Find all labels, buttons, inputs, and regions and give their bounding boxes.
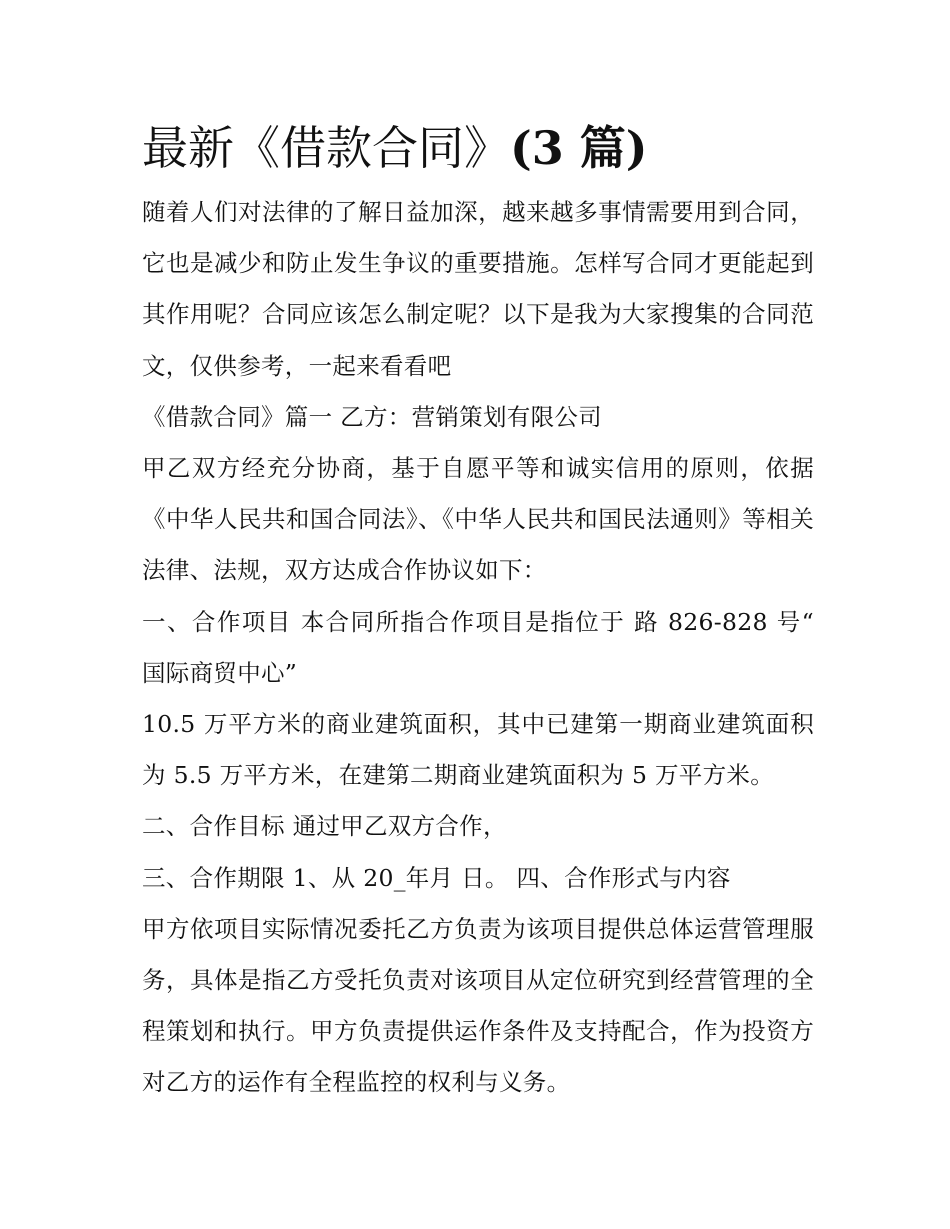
agreement-basis-paragraph: 甲乙双方经充分协商，基于自愿平等和诚实信用的原则，依据《中华人民共和国合同法》、《中华人民共和国民法通则》等相关法律、法规，双方达成合作协议如下：	[142, 454, 814, 585]
clause-cooperation-term: 三、合作期限 1、从 20_年月 日。 四、合作形式与内容	[142, 863, 731, 892]
section-heading-party: 《借款合同》篇一 乙方：营销策划有限公司	[142, 402, 602, 431]
clause-cooperation-goal: 二、合作目标 通过甲乙双方合作，	[142, 812, 507, 841]
clause-cooperation-project: 一、合作项目 本合同所指合作项目是指位于 路 826-828 号“ 国际商贸中心”	[142, 607, 814, 687]
document-body	[142, 115, 814, 1109]
title-count: (3 篇)	[510, 121, 648, 175]
building-area-paragraph: 10.5 万平方米的商业建筑面积，其中已建第一期商业建筑面积为 5.5 万平方米，在建第二期商业建筑面积为 5 万平方米。	[142, 710, 814, 790]
title-text: 最新《借款合同》	[142, 121, 510, 175]
page-title	[142, 115, 814, 181]
service-scope-paragraph: 甲方依项目实际情况委托乙方负责为该项目提供总体运营管理服务，具体是指乙方受托负责对该项目从定位研究到经营管理的全程策划和执行。甲方负责提供运作条件及支持配合，作为投资方对乙方的运作有全程监控的权利与义务。	[142, 914, 814, 1097]
intro-paragraph: 随着人们对法律的了解日益加深，越来越多事情需要用到合同，它也是减少和防止发生争议的重要措施。怎样写合同才更能起到其作用呢？合同应该怎么制定呢？以下是我为大家搜集的合同范文，仅供参考，一起来看看吧	[142, 198, 814, 380]
